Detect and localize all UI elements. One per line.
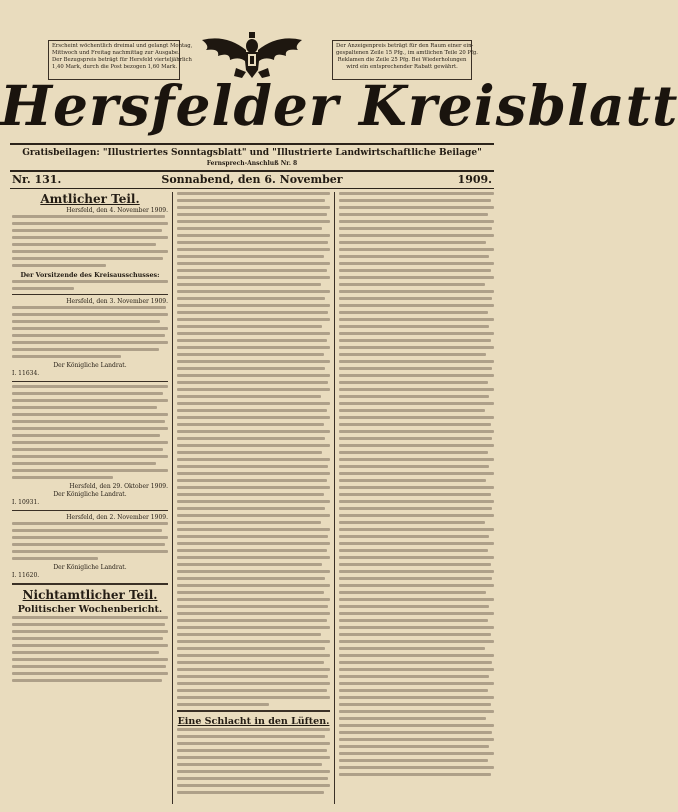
issue-year: 1909. [457, 173, 492, 186]
column-divider [334, 192, 335, 804]
subscription-notice-line: Erscheint wöchentlich dreimal und gelangt Montag, [52, 43, 193, 49]
issue-rule-top [10, 170, 494, 172]
advertising-rates-line: gespaltenen Zeile 15 Pfg., im amtlichen Teile 20 Pfg. [336, 50, 478, 56]
committee-heading: Der Vorsitzende des Kreisausschusses: [20, 271, 160, 279]
dateline: Hersfeld, den 29. Oktober 1909. [69, 483, 168, 490]
article-body [12, 280, 168, 290]
telephone-line: Fernsprech-Anschluß Nr. 8 [206, 160, 298, 167]
reference-number: I. 11634. [12, 370, 40, 377]
article-body [12, 306, 168, 358]
article-body [12, 522, 168, 560]
dateline: Hersfeld, den 2. November 1909. [66, 514, 168, 521]
notice-separator [12, 294, 168, 295]
article-body [12, 215, 168, 267]
subscription-notice-line: 1,40 Mark, durch die Post bezogen 1,60 Mark. [52, 64, 178, 70]
column-1 [12, 192, 168, 804]
advertising-rates-line: wird ein entsprechender Rabatt gewährt. [346, 64, 458, 70]
section-separator [12, 583, 168, 585]
subscription-notice-line: Mittwoch und Freitag nachmittag zur Ausgabe. [52, 50, 180, 56]
article-heading-weekly-report: Politischer Wochenbericht. [17, 604, 163, 615]
notice-separator [12, 381, 168, 382]
signature-authority: Der Königliche Landrat. [53, 564, 127, 571]
subscription-notice-line: Der Bezugspreis beträgt für Hersfeld vierteljährlich [52, 57, 192, 63]
article-heading-air-battle: Eine Schlacht in den Lüften. [177, 716, 330, 727]
issue-date: Sonnabend, den 6. November [161, 173, 343, 186]
column-3 [339, 192, 494, 804]
advertising-rates-line: Der Anzeigenpreis beträgt für den Raum einer ein- [336, 43, 474, 49]
dateline: Hersfeld, den 3. November 1909. [66, 298, 168, 305]
signature-authority: Der Königliche Landrat. [53, 491, 127, 498]
newspaper-title: Hersfelder Kreisblatt [0, 73, 678, 138]
supplements-line: Gratisbeilagen: "Illustriertes Sonntagsblatt" und "Illustrierte Landwirtschaftliche Beilage" [22, 148, 482, 158]
issue-number: Nr. 131. [12, 173, 62, 186]
section-heading-official: Amtlicher Teil. [40, 192, 140, 206]
article-body [12, 616, 168, 682]
column-2 [177, 192, 330, 804]
signature-authority: Der Königliche Landrat. [53, 362, 127, 369]
article-body [339, 192, 494, 776]
advertising-rates-line: Reklamen die Zeile 25 Pfg. Bei Wiederholungen [337, 57, 467, 63]
dateline: Hersfeld, den 4. November 1909. [66, 207, 168, 214]
reference-number: I. 11620. [12, 572, 40, 579]
section-heading-unofficial: Nichtamtlicher Teil. [22, 588, 158, 602]
article-body [177, 728, 330, 794]
column-divider [172, 192, 173, 804]
article-separator [177, 710, 330, 712]
issue-rule-bottom [10, 188, 494, 189]
masthead-rule [10, 143, 494, 145]
reference-number: I. 10931. [12, 499, 40, 506]
article-body [177, 192, 330, 706]
notice-separator [12, 510, 168, 511]
article-body [12, 385, 168, 479]
